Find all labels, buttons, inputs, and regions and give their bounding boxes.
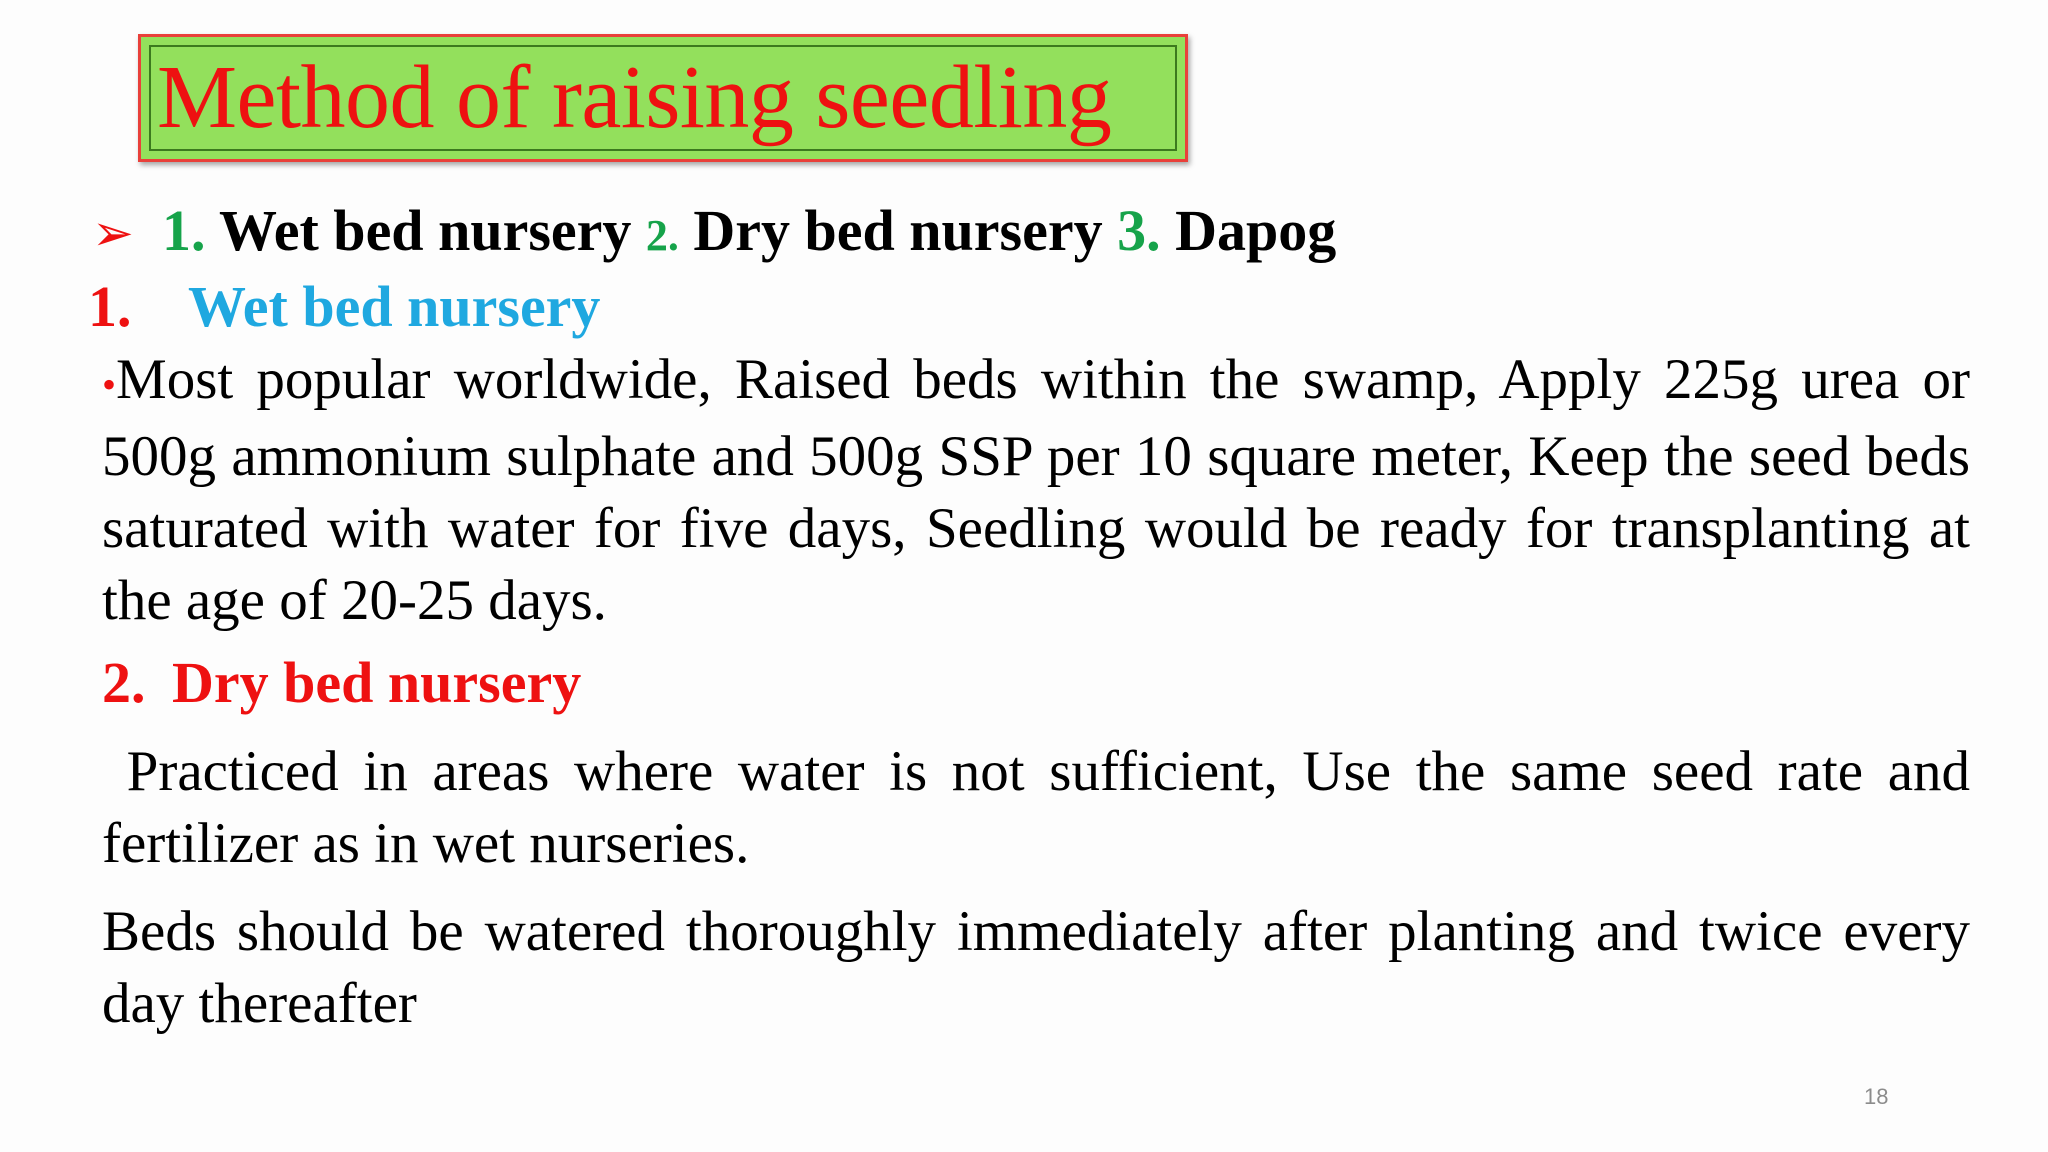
section-1-text: Most popular worldwide, Raised beds within the swamp, Apply 225g urea or 500g ammonium sulphate and 500g SSP per 10 square meter, Keep the seed beds saturated with water for five days, Seedling would be ready for transplanting at the age of 20-25 days. [102, 348, 1970, 632]
method-1-label: Wet bed nursery [218, 198, 632, 263]
section-2-heading [102, 648, 581, 718]
section-2-paragraph-2: Beds should be watered thoroughly immediately after planting and twice every day thereafter [102, 900, 1970, 1035]
section-2-paragraph-1 [102, 736, 1970, 880]
section-1-heading [88, 272, 600, 342]
methods-list [92, 196, 1336, 271]
section-2-text-1: Practiced in areas where water is not sufficient, Use the same seed rate and fertilizer as in wet nurseries. [102, 740, 1971, 875]
bullet-dot-icon: • [102, 362, 117, 407]
method-3-label: Dapog [1175, 198, 1337, 263]
method-3-number: 3. [1117, 198, 1161, 263]
slide-title: Method of raising seedling [157, 48, 1112, 147]
section-1-paragraph [102, 344, 1970, 637]
section-1-number: 1. [88, 274, 132, 339]
method-2-label: Dry bed nursery [693, 198, 1103, 263]
section-2-number: 2. [102, 650, 146, 715]
arrow-bullet-icon: ➢ [92, 204, 134, 262]
title-box [138, 34, 1188, 162]
section-2-title: Dry bed nursery [172, 650, 582, 715]
method-2-number: 2. [645, 211, 679, 260]
method-1-number: 1. [162, 198, 206, 263]
section-1-title: Wet bed nursery [188, 274, 601, 339]
page-number: 18 [1864, 1084, 1889, 1109]
